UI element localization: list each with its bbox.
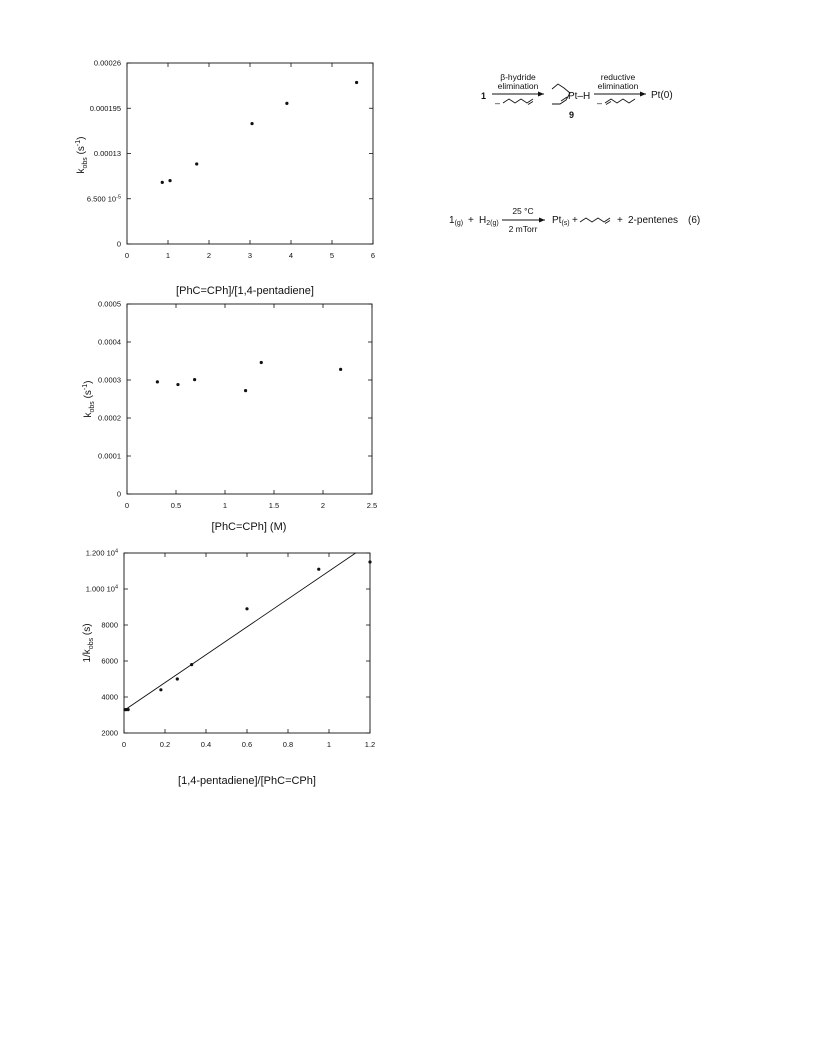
x-tick-label: 0.2 (159, 740, 171, 749)
x-tick-label: 1 (326, 740, 332, 749)
y-tick-label: 0.0001 (98, 451, 121, 461)
arrow2-pentadiene-db (606, 102, 611, 105)
data-point (127, 708, 130, 711)
eq6-arrow-label-bottom: 2 mTorr (508, 224, 538, 234)
x-tick-label: 1 (165, 251, 171, 260)
svg-text:kobs (s-1): $k_{obs}$ $(s^{-1})$ (75, 136, 89, 174)
y-tick-label: 4000 (101, 692, 118, 702)
y-tick-label: 2000 (101, 728, 118, 738)
data-point (156, 380, 159, 383)
y-tick-label: 0.00026 (93, 58, 121, 68)
data-point (159, 688, 162, 691)
plot-frame (127, 304, 372, 494)
y-tick-label: 0 (116, 239, 121, 249)
x-tick-label: 1 (222, 501, 228, 510)
arrow1-label-top: β-hydride (500, 72, 536, 82)
x-tick-label: 0.6 (241, 740, 253, 749)
eq6-product3: 2-pentenes (628, 215, 679, 226)
data-point (317, 568, 320, 571)
scheme-product: Pt(0) (651, 90, 673, 101)
y-ticks (87, 59, 373, 249)
eq6-product1: $Pt_{(s)}$ (552, 215, 570, 227)
eq6-arrow-head (539, 218, 545, 223)
linear-fit-line (124, 553, 356, 711)
data-point (195, 162, 198, 165)
arrow2-label-top: reductive (600, 72, 636, 82)
intermediate-9 (552, 84, 590, 120)
x-tick-label: 3 (247, 251, 253, 260)
x-tick-label: 2 (206, 251, 212, 260)
data-point (176, 383, 179, 386)
arrow2-pentadiene-structure (605, 99, 635, 103)
data-points (161, 81, 359, 184)
arrow2-label-bottom: – (597, 98, 603, 108)
x-tick-label: 2 (320, 501, 326, 510)
fit-line-group (124, 553, 356, 711)
data-points (123, 560, 371, 711)
x-ticks (125, 304, 377, 510)
x-axis-label: [PhC=CPh] (M) (211, 521, 287, 533)
data-point (250, 122, 253, 125)
x-tick-label: 1.2 (364, 740, 376, 749)
y-tick-label: 1.000 $10^4$ (85, 584, 118, 594)
x-tick-label: 0 (121, 740, 127, 749)
x-tick-label: 0 (124, 501, 130, 510)
arrow1-label-bottom: – (495, 98, 501, 108)
data-point (125, 708, 128, 711)
scheme-start-compound: 1 (481, 91, 487, 101)
eq6-plus1: + (468, 215, 474, 226)
data-point (260, 361, 263, 364)
arrow1-pentadiene-db (528, 102, 533, 105)
x-ticks (125, 63, 375, 260)
y-tick-label: 1.200 $10^4$ (85, 548, 118, 558)
data-point (123, 708, 126, 711)
x-tick-label: 5 (329, 251, 335, 260)
data-point (339, 368, 342, 371)
data-point (190, 663, 193, 666)
data-point (193, 378, 196, 381)
data-point (245, 607, 248, 610)
x-tick-label: 0 (124, 251, 130, 260)
y-tick-label: 6000 (101, 656, 118, 666)
x-axis-label: [1,4-pentadiene]/[PhC=CPh] (178, 775, 316, 787)
plot-area-border (127, 63, 373, 244)
x-tick-label: 0.4 (200, 740, 212, 749)
eq6-reactant1: $1_{(g)}$ (449, 215, 464, 227)
plot-area-border (127, 304, 372, 494)
x-tick-label: 2.5 (366, 501, 378, 510)
arrow1-pentadiene-structure (503, 99, 533, 103)
x-tick-label: 0.8 (282, 740, 294, 749)
intermediate-label: 9 (569, 110, 575, 120)
data-point (285, 102, 288, 105)
y-tick-label: 0 (116, 489, 121, 499)
plot-frame (124, 553, 370, 733)
x-tick-label: 4 (288, 251, 294, 260)
y-axis-label (75, 137, 89, 174)
intermediate-metal-label: Pt–H (568, 91, 591, 102)
arrow2-head (640, 92, 646, 97)
eq6-pentadiene-structure (580, 218, 610, 222)
svg-text:1/kobs (s): $1/k_{obs}$ (s) (82, 623, 95, 663)
eq6-plus3: + (617, 215, 623, 226)
plot-area-border (124, 553, 370, 733)
y-axis-label (82, 623, 95, 662)
y-tick-label: 0.0005 (98, 299, 121, 309)
equation-6 (449, 206, 700, 234)
data-points (156, 361, 342, 392)
data-point (368, 560, 371, 563)
y-ticks (86, 549, 370, 738)
eq6-reactant2: $H_{2(g)}$ (479, 215, 499, 227)
x-tick-label: 0.5 (170, 501, 182, 510)
y-tick-label: 0.0003 (98, 375, 121, 385)
y-axis-label (82, 381, 96, 418)
y-tick-label: 8000 (101, 620, 118, 630)
y-tick-label: 0.00013 (93, 149, 121, 158)
eq6-pentadiene-db (605, 221, 610, 224)
intermediate-ring-structure (552, 84, 570, 104)
y-tick-label: 0.0002 (98, 413, 121, 423)
arrow1-label-mid: elimination (497, 81, 539, 91)
data-point (168, 179, 171, 182)
data-point (355, 81, 358, 84)
x-tick-label: 1.5 (268, 501, 280, 510)
y-tick-label: 0.0004 (98, 337, 121, 347)
eq6-number: (6) (688, 215, 701, 226)
y-ticks (98, 300, 372, 499)
svg-text:kobs (s-1): $k_{obs}$ $(s^{-1})$ (82, 380, 96, 418)
data-point (176, 677, 179, 680)
x-axis-label: [PhC=CPh]/[1,4-pentadiene] (176, 285, 314, 297)
arrow1-head (538, 92, 544, 97)
eq6-arrow-label-top: 25 °C (512, 206, 534, 216)
data-point (161, 181, 164, 184)
x-tick-label: 6 (370, 251, 376, 260)
plot-frame (127, 63, 373, 244)
data-point (244, 389, 247, 392)
eq6-plus2: + (572, 215, 578, 226)
arrow2-label-mid: elimination (597, 81, 639, 91)
x-ticks (122, 553, 375, 749)
y-tick-label: 6.500 $10^{-5}$ (86, 194, 121, 204)
y-tick-label: 0.000195 (89, 103, 121, 113)
intermediate-alkene-db (561, 97, 567, 101)
